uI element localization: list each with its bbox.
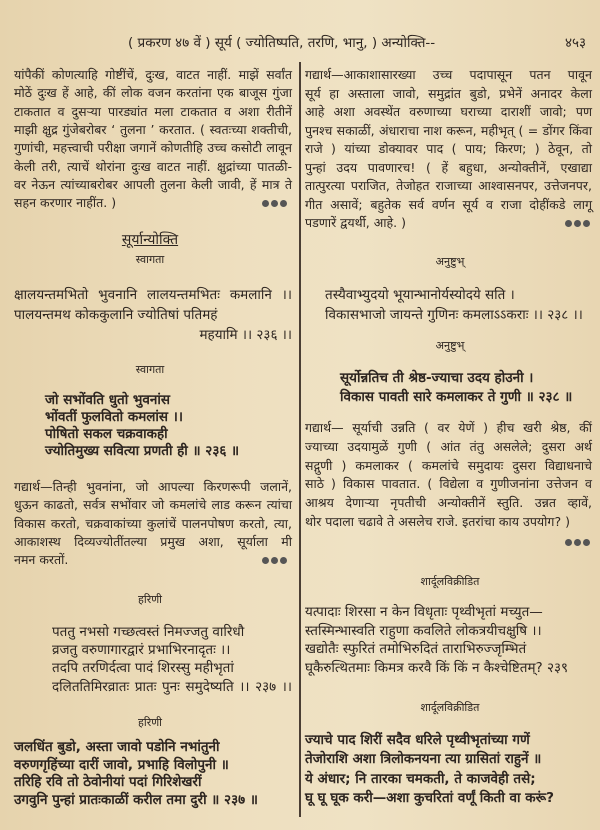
section-end-ornament <box>262 557 288 565</box>
verse-line: विकासभाजो जायन्ते गुणिनः कमलाऽऽकराः ।। २३८ ।। <box>325 307 583 323</box>
prose-line: वर नेऊन त्यांच्याबरोबर आपली तुलना केली जावी, हें मात्र ते <box>14 176 292 192</box>
verse-line: पततु नभसो गच्छत्वस्तं निमज्जतु वारिधौ <box>52 624 245 640</box>
prose-line: सहन करणार नाहींत. ) <box>14 195 117 211</box>
prose-line: सूर्य हा अस्ताला जावो, समुद्रांत बुडो, प्रभेनें अनादर केला <box>305 85 592 101</box>
verse-line: घूकैरुत्थितमाः किमत्र करवै किं किं न कैश्चेष्टितम्? २३९ <box>305 660 569 677</box>
gadyartha-line: आकाशस्थ दिव्यज्योतींतल्या प्रमुख अशा, सूर्याला मी <box>14 533 292 549</box>
prose-line: गीत असावें; बहुतेक सर्व वर्णन सूर्य व राजा दोहींकडे लागू <box>305 196 592 212</box>
gadyartha-line: नमन करतों. <box>14 552 69 568</box>
running-header: ( प्रकरण ४७ वें ) सूर्य ( ज्योतिष्पति, तरणि, भानु, ) अन्योक्ति-- <box>128 35 436 51</box>
prose-line: केली तरी, त्याचें थोरांना दुःख वाटत नाहीं. क्षुद्रांच्या पातळी- <box>14 158 292 174</box>
meter-label: अनुष्टुभ् <box>435 255 465 268</box>
gadyartha-line: आश्रय देणाऱ्या नृपतीची अन्योक्तीनें स्तुति. उन्नत व्हावें, <box>305 495 592 511</box>
gadyartha-line: गद्यार्थ— सूर्याची उन्नति ( वर येणें ) हीच खरी श्रेष्ठ, कीं <box>305 420 592 435</box>
page-number: ४५३ <box>564 35 586 51</box>
prose-line: तात्पुरत्या पराजित, तेजोहत राजाच्या आश्वासनपर, उत्तेजनपर, <box>305 178 592 193</box>
verse-line: तस्यैवाभ्युदयो भूयान्भानोर्यस्योदये सति । <box>325 287 515 303</box>
verse-line: विकास पावती सारे कमलाकर ते गुणी ॥ २३८ ॥ <box>340 389 573 405</box>
verse-line: ये अंधार; नि तारका चमकती, ते काजवेही तसे; <box>305 770 536 787</box>
meter-label: शार्दूलविक्रीडित <box>420 575 480 588</box>
prose-line: पुन्हां उदय पावणारच! ( हें बहुधा, अन्योक्तीनें, एखाद्या <box>305 159 592 175</box>
verse-line: खद्योतैः स्फुरितं तमोभिरुदितं ताराभिरुज्जृम्भितं <box>305 641 527 658</box>
gadyartha-line: ज्याच्या उदयामुळें गुणी ( आंत तंतु असलेले; दुसरा अर्थ <box>305 438 592 454</box>
gadyartha-line: थोर पदाला चढावे ते असलेच राजे. इतरांचा काय उपयोग? ) <box>305 514 570 529</box>
prose-line: गुणांची, महत्त्वाची परीक्षा जगानें कोणतीहि उच्च कसोटी लावून <box>14 140 292 156</box>
gadyartha-line: साठे ) विकास पावतात. ( विद्येला व गुणीजनांना उत्तेजन व <box>305 476 592 492</box>
section-end-ornament <box>565 220 591 228</box>
verse-line: सूर्योन्नतिच ती श्रेष्ठ-ज्याचा उदय होउनी । <box>340 370 534 386</box>
prose-line: मोठें दुःख हें आहे, कीं लोक वजन करतांना एक बाजूस गुंजा <box>14 85 292 101</box>
verse-line: पालयन्तमथ कोककुलानि ज्योतिषां पतिमहं <box>14 307 218 323</box>
verse-line: ज्याचे पाद शिरीं सदैव धरिले पृथ्वीभृतांच्या गणें <box>305 732 530 748</box>
verse-line: क्षालयन्तमभितो भुवनानि लालयन्तमभितः कमलानि ।। <box>14 287 292 303</box>
verse-line: तदपि तरणिर्दत्वा पादं शिरस्सु महीभृतां <box>52 660 234 677</box>
meter-label: शार्दूलविक्रीडित <box>420 701 480 714</box>
verse-line: महयामि ।। २३६ ।। <box>199 327 292 343</box>
meter-label: हरिणी <box>138 716 162 729</box>
verse-line: ज्योतिमुख्य सवित्या प्रणती ही ॥ २३६ ॥ <box>45 443 240 459</box>
gadyartha-line: विकास करतो, चक्रवाकांच्या कुलांचें पालनपोषण करतो, त्या, <box>14 515 292 531</box>
prose-line: पुनश्च सकाळीं, अंधाराचा नाश करून, महीभृत् ( = डोंगर किंवा <box>305 122 592 138</box>
verse-line: तेजोराशि अशा त्रिलोकनयना त्या ग्रासितां राहुनें ॥ <box>305 751 542 768</box>
gadyartha-line: गद्यार्थ—तिन्ही भुवनांना, जो आपल्या किरणरूपी जलानें, <box>14 479 292 494</box>
verse-line: जलधिंत बुडो, अस्ता जावो पडोनि नभांतुनी <box>14 739 220 755</box>
verse-line: दलिततिमिरव्रातः प्रातः पुनः समुदेष्यति ।। २३७ ।। <box>52 678 292 695</box>
prose-line: माझी क्षुद्र गुंजेबरोबर ‘ तुलना ’ करतात. ( स्वतःच्या शक्तीची, <box>14 121 292 137</box>
meter-label: हरिणी <box>138 593 162 606</box>
prose-line: राजे ) यांच्या डोक्यावर पाद ( पाय; किरण; ) ठेवून, तो <box>305 141 592 156</box>
meter-label: अनुष्टुभ् <box>435 339 465 352</box>
prose-line: पडणारें द्वयर्थी, आहे. ) <box>305 215 406 230</box>
meter-label: स्वागता <box>135 363 165 376</box>
verse-line: भोंवतीं फुलवितो कमलांस ।। <box>45 409 183 425</box>
section-end-ornament <box>262 200 288 208</box>
verse-line: जो सभोंवति धुतो भुवनांस <box>45 392 171 408</box>
prose-line: गद्यार्थ—आकाशासारख्या उच्च पदापासून पतन पावून <box>305 67 592 82</box>
verse-line: घू घू घूक करी—अशा कुचरितां वर्णूं किती वा करूं? <box>305 789 554 806</box>
verse-line: स्तस्मिन्भास्वति राहुणा कवलिते लोकत्रयीचक्षुषि ।। <box>305 622 542 639</box>
verse-line: यत्पादाः शिरसा न केन विधृताः पृथ्वीभृतां मच्युत— <box>305 604 543 620</box>
meter-label: स्वागता <box>135 253 165 266</box>
verse-line: उगवुनि पुन्हां प्रातःकाळीं करील तमा दुरी ॥ २३७ ॥ <box>14 791 258 808</box>
prose-line: यांपैकीं कोणत्याहि गोष्टींचें, दुःख, वाटत नाहीं. माझें सर्वांत <box>14 67 292 82</box>
prose-line: टाकतात व दुसऱ्या पारड्यांत मला टाकतात व अशा रीतीनें <box>14 103 292 119</box>
section-end-ornament <box>565 539 591 547</box>
verse-line: व्रजतु वरुणागारद्वारं प्रभाभिरनादृतः ।। <box>52 642 231 659</box>
verse-line: वरुणगृहिंच्या दारीं जावो, प्रभाहि विलोपुनी ॥ <box>14 756 229 773</box>
gadyartha-line: धुऊन काढतो, सर्वत्र सभोंवार जो कमलांचे लाड करून त्यांचा <box>14 497 292 513</box>
verse-line: तरिहि रवि तो ठेवोनीयां पदां गिरिशेखरीं <box>14 774 202 790</box>
section-title: सूर्यान्योक्ति <box>121 232 179 248</box>
prose-line: आहे अशा अवस्थेंत वरुणाच्या घराच्या दाराशीं जावो; पण <box>305 104 592 119</box>
verse-line: पोषितो सकल चक्रवाकही <box>45 426 168 442</box>
gadyartha-line: सद्गुणी ) कमलाकर ( कमलांचे समुदायः दुसरा विद्याधनाचे <box>305 457 592 473</box>
